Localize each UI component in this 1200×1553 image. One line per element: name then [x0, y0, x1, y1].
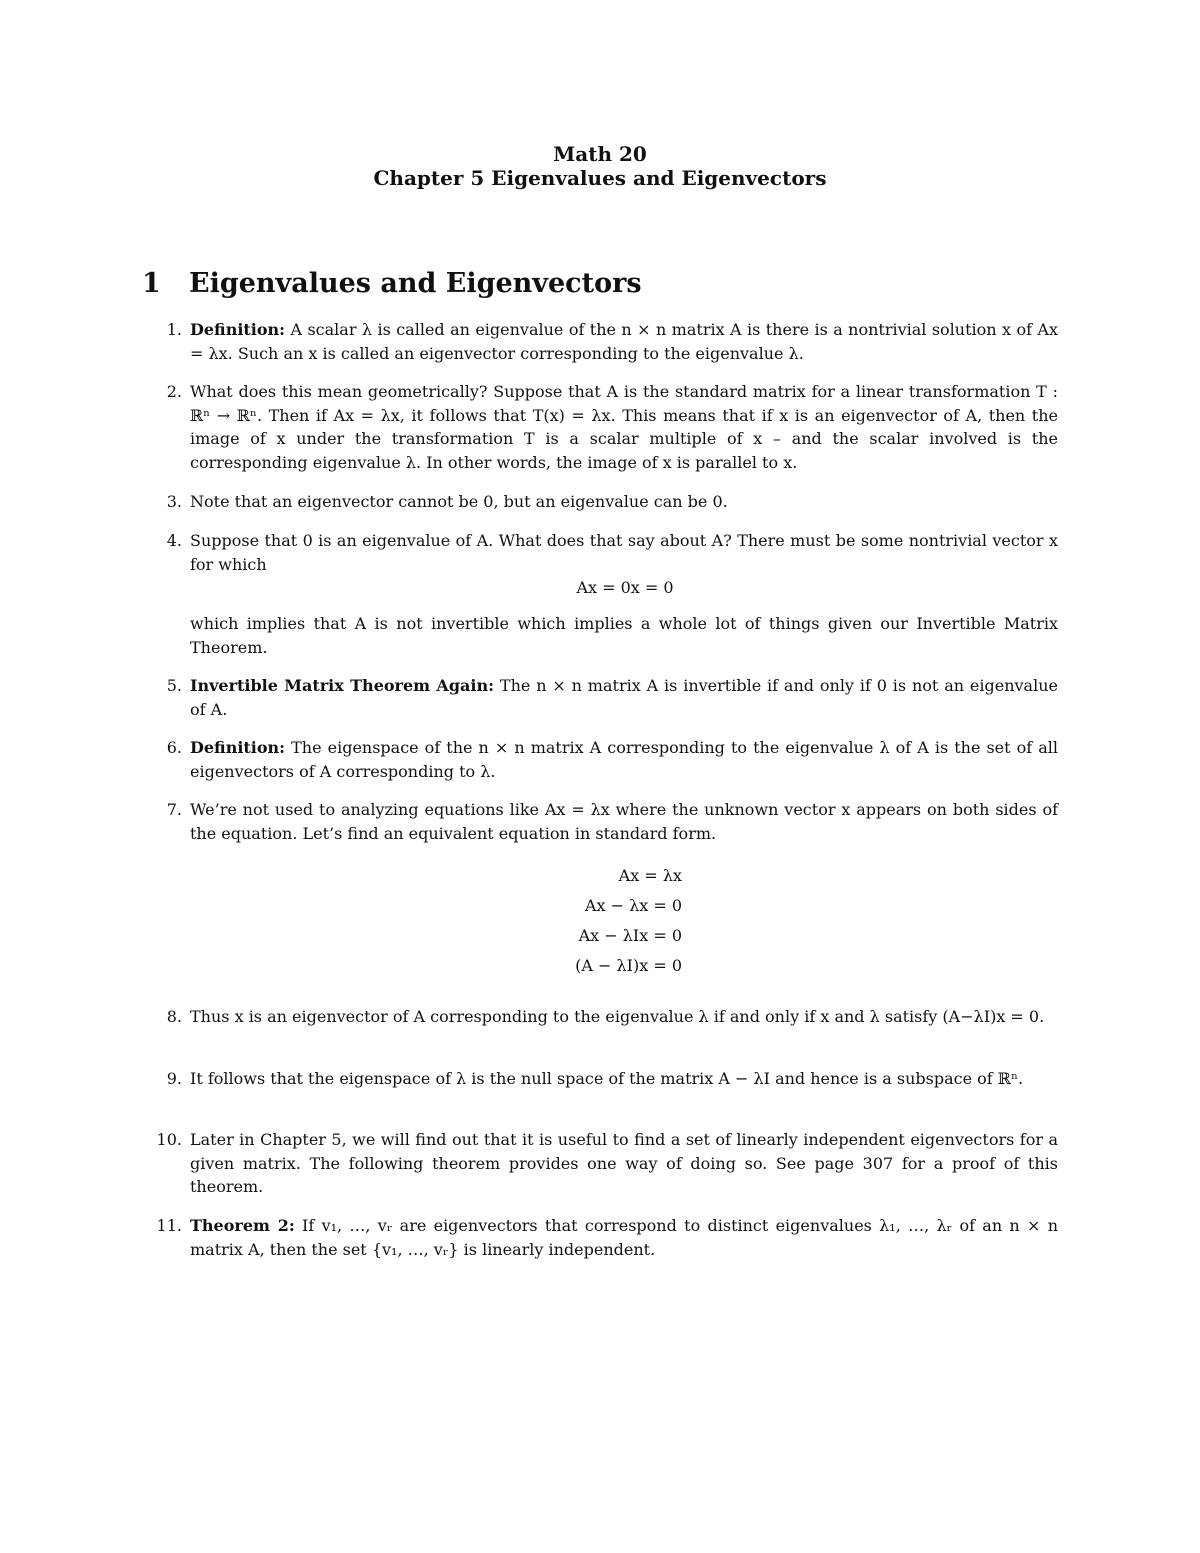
list-item [166, 1067, 1058, 1091]
item-text: Note that an eigenvector cannot be 0, but an eigenvalue can be 0. [190, 492, 728, 511]
item-text: Thus x is an eigenvector of A corresponding to the eigenvalue λ if and only if x and λ satisfy (A−λI)x = 0. [190, 1007, 1045, 1026]
item-number: 5. [166, 676, 182, 695]
list-item [166, 529, 1058, 576]
item-text: What does this mean geometrically? Suppose that A is the standard matrix for a linear transformation T : ℝⁿ → ℝⁿ. Then if Ax = λx, it follows that T(x) = λx. This means that if x is an eigenvector of A, then the image of x under the transformation T is a scalar multiple of x – and the scalar involved is the corresponding eigenvalue λ. In other words, the image of x is parallel to x. [190, 382, 1058, 472]
item-text: A scalar λ is called an eigenvalue of the n × n matrix A is there is a nontrivial solution x of Ax = λx. Such an x is called an eigenvector corresponding to the eigenvalue λ. [190, 320, 1058, 363]
item-number: 6. [166, 738, 182, 757]
item-text: Suppose that 0 is an eigenvalue of A. What does that say about A? There must be some nontrivial vector x for which [190, 531, 1058, 574]
item-number: 3. [166, 492, 182, 511]
item-number: 7. [166, 800, 182, 819]
item-continuation: which implies that A is not invertible which implies a whole lot of things given our Invertible Matrix Theorem. [190, 614, 1058, 657]
section-title: Eigenvalues and Eigenvectors [189, 268, 642, 299]
item-number: 11. [156, 1216, 182, 1235]
equation: Ax = 0x = 0 [576, 578, 674, 597]
item-text: We’re not used to analyzing equations like Ax = λx where the unknown vector x appears on both sides of the equation. Let’s find an equivalent equation in standard form. [190, 800, 1058, 843]
equation-line: Ax = λx [618, 866, 682, 885]
course-title: Math 20 [553, 142, 647, 166]
list-item [166, 380, 1058, 474]
section-heading [142, 268, 642, 300]
chapter-title: Chapter 5 Eigenvalues and Eigenvectors [373, 166, 827, 190]
list-item [166, 1005, 1058, 1029]
list-item [166, 318, 1058, 365]
list-item [166, 798, 1058, 845]
item-text: Later in Chapter 5, we will find out that it is useful to find a set of linearly independent eigenvectors for a given matrix. The following theorem provides one way of doing so. See page 307 for a proof of this theorem. [190, 1130, 1058, 1196]
item-text: It follows that the eigenspace of λ is the null space of the matrix A − λI and hence is a subspace of ℝⁿ. [190, 1069, 1024, 1088]
item-lead: Definition: [190, 320, 286, 339]
item-number: 2. [166, 382, 182, 401]
equation-line: Ax − λx = 0 [584, 896, 682, 915]
list-item [166, 736, 1058, 783]
list-item [156, 1128, 1058, 1199]
item-lead: Invertible Matrix Theorem Again: [190, 676, 495, 695]
item-text: The eigenspace of the n × n matrix A corresponding to the eigenvalue λ of A is the set of all eigenvectors of A corresponding to λ. [190, 738, 1058, 781]
item-number: 8. [166, 1007, 182, 1026]
equation-line: (A − λI)x = 0 [575, 956, 682, 975]
section-number: 1 [142, 268, 161, 299]
list-item [166, 674, 1058, 721]
item-number: 4. [166, 531, 182, 550]
item-text: If v₁, …, vᵣ are eigenvectors that correspond to distinct eigenvalues λ₁, …, λᵣ of an n × n matrix A, then the set {v₁, …, vᵣ} is linearly independent. [190, 1216, 1059, 1259]
equation-line: Ax − λIx = 0 [578, 926, 682, 945]
list-item [156, 1214, 1059, 1261]
item-lead: Definition: [190, 738, 286, 757]
item-number: 9. [166, 1069, 182, 1088]
item-text: The n × n matrix A is invertible if and only if 0 is not an eigenvalue of A. [190, 676, 1058, 719]
item-number: 10. [156, 1130, 182, 1149]
item-number: 1. [166, 320, 182, 339]
item-lead: Theorem 2: [190, 1216, 295, 1235]
list-item [166, 490, 1058, 514]
